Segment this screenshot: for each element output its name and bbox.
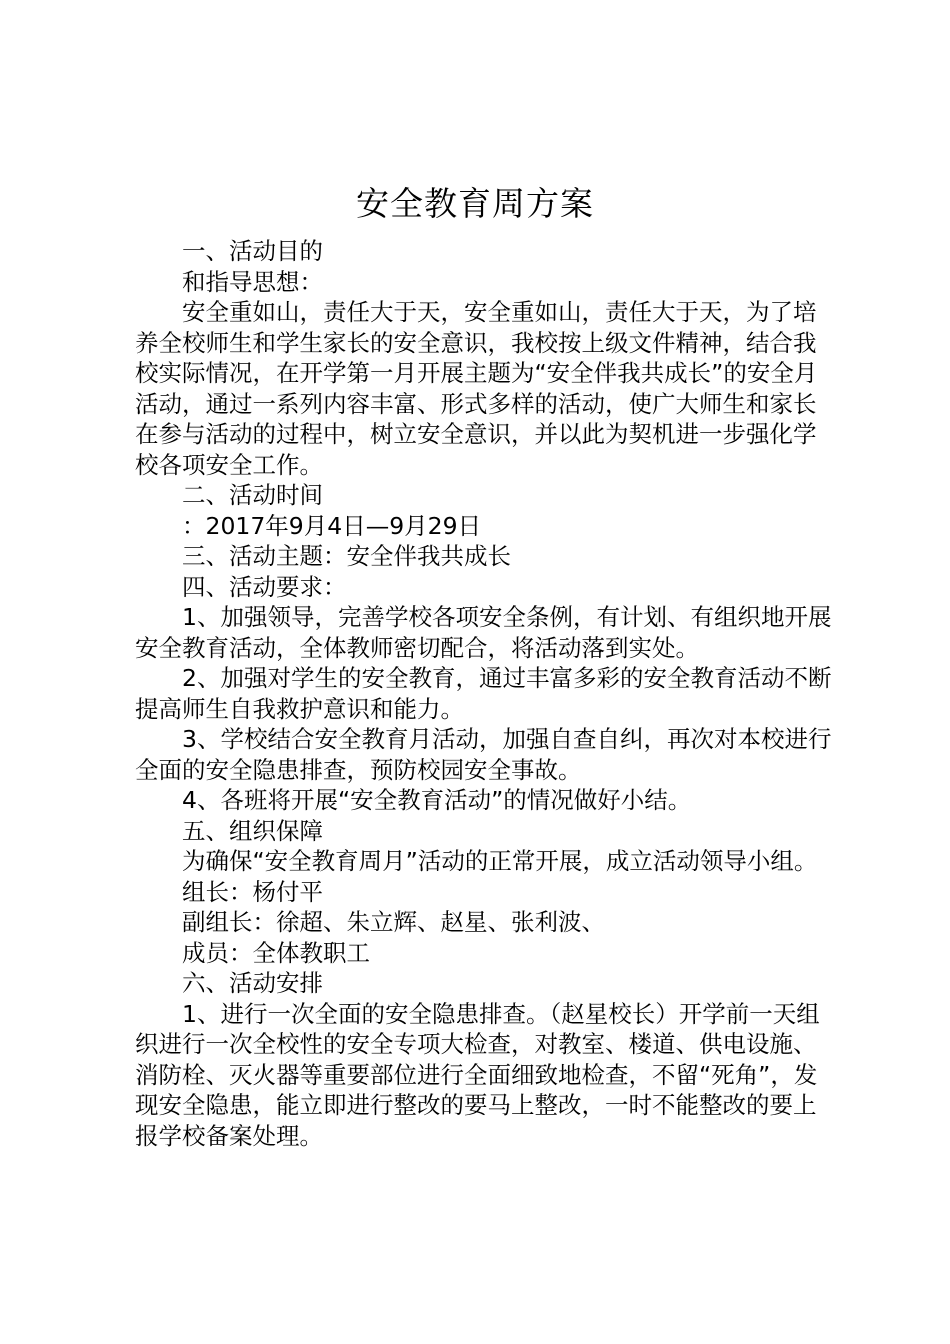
section-subheading-guiding-thought: 和指导思想： — [182, 267, 323, 296]
requirement-item-4: 4、各班将开展“安全教育活动”的情况做好小结。 — [182, 786, 692, 814]
paragraph-intro: 安全重如山，责任大于天，安全重如山，责任大于天，为了培养全校师生和学生家长的安全意识，我校按上级文件精神，结合我校实际情况，在开学第一月开展主题为“安全伴我共成长”的安全月活动，通过一系列内容丰富、形式多样的活动，使广大师生和家长在参与活动的过程中，树立安全意识，并以此为契机进一步强化学校各项安全工作。 — [135, 298, 818, 479]
section-heading-purpose: 一、活动目的 — [182, 237, 323, 265]
section-heading-organization: 五、组织保障 — [182, 816, 323, 845]
organization-paragraph: 为确保“安全教育周月”活动的正常开展，成立活动领导小组。 — [182, 847, 818, 875]
document-title: 安全教育周方案 — [356, 184, 594, 223]
section-heading-requirements: 四、活动要求： — [182, 572, 347, 601]
group-leader: 组长：杨付平 — [182, 877, 323, 906]
requirement-item-2: 2、加强对学生的安全教育，通过丰富多彩的安全教育活动不断提高师生自我救护意识和能力。 — [135, 664, 832, 723]
requirement-item-1: 1、加强领导，完善学校各项安全条例，有计划、有组织地开展安全教育活动，全体教师密切配合，将活动落到实处。 — [135, 603, 832, 662]
section-heading-arrangements: 六、活动安排 — [182, 969, 323, 997]
deputy-group-leaders: 副组长：徐超、朱立辉、赵星、张利波、 — [182, 908, 605, 936]
section-heading-theme: 三、活动主题：安全伴我共成长 — [182, 542, 511, 570]
arrangement-item-1: 1、进行一次全面的安全隐患排查。（赵星校长）开学前一天组织进行一次全校性的安全专项大检查，对教室、楼道、供电设施、消防栓、灭火器等重要部位进行全面细致地检查，不留“死角”，发现安全隐患，能立即进行整改的要马上整改，一时不能整改的要上报学校备案处理。 — [135, 999, 820, 1150]
requirement-item-3: 3、学校结合安全教育月活动，加强自查自纠，再次对本校进行全面的安全隐患排查，预防校园安全事故。 — [135, 725, 832, 784]
group-members: 成员：全体教职工 — [182, 938, 370, 967]
section-heading-time: 二、活动时间 — [182, 481, 323, 509]
document-body — [135, 236, 835, 1151]
activity-dates: ：2017年9月4日—9月29日 — [182, 511, 482, 540]
